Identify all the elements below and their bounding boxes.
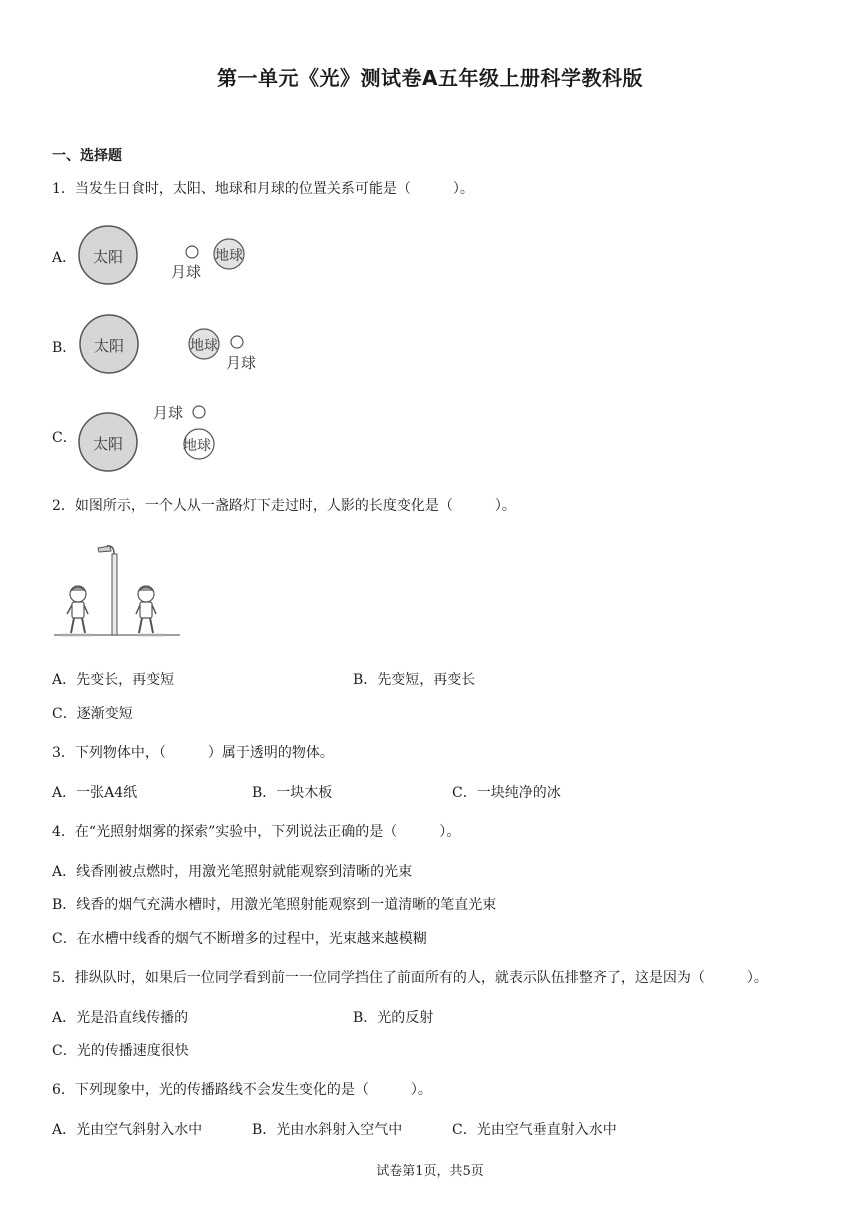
q3-option-b: B．一块木板 xyxy=(252,785,333,801)
page-footer: 试卷第1页，共5页 xyxy=(376,1164,484,1179)
earth-label: 地球 xyxy=(190,338,218,354)
q6-option-a: A．光由空气斜射入水中 xyxy=(52,1122,203,1138)
question-3-stem: 3．下列物体中，（ ）属于透明的物体。 xyxy=(52,745,334,761)
moon-circle xyxy=(186,246,198,258)
earth-label: 地球 xyxy=(215,248,243,264)
q5-option-a: A．光是沿直线传播的 xyxy=(52,1010,189,1026)
q4-option-a: A．线香刚被点燃时，用激光笔照射就能观察到清晰的光束 xyxy=(52,864,413,880)
q1-option-a-label: A． xyxy=(52,250,77,266)
q1-option-a-figure xyxy=(78,222,278,286)
q2-option-b: B．先变短，再变长 xyxy=(353,672,476,688)
sun-label: 太阳 xyxy=(92,248,124,266)
q4-option-c: C．在水槽中线香的烟气不断增多的过程中，光束越来越模糊 xyxy=(52,931,427,947)
q1-option-c-label: C． xyxy=(52,430,77,446)
q3-option-c: C．一块纯净的冰 xyxy=(452,785,561,801)
q1-option-c-figure xyxy=(78,398,278,474)
q2-option-a: A．先变长，再变短 xyxy=(52,672,175,688)
q6-option-c: C．光由空气垂直射入水中 xyxy=(452,1122,617,1138)
earth-label: 地球 xyxy=(183,438,211,454)
question-4-stem: 4．在“光照射烟雾的探索”实验中，下列说法正确的是（ ）。 xyxy=(52,824,461,840)
question-6-stem: 6．下列现象中，光的传播路线不会发生变化的是（ ）。 xyxy=(52,1082,432,1098)
q1-option-b-label: B． xyxy=(52,340,77,356)
q1-option-b-figure xyxy=(78,312,278,378)
moon-label: 月球 xyxy=(226,354,257,372)
moon-label: 月球 xyxy=(153,404,184,422)
moon-circle xyxy=(193,406,205,418)
person-right-icon xyxy=(136,586,164,635)
section-heading: 一、选择题 xyxy=(52,148,122,164)
q4-option-b: B．线香的烟气充满水槽时，用激光笔照射能观察到一道清晰的笔直光束 xyxy=(52,897,497,913)
moon-label: 月球 xyxy=(171,263,202,281)
moon-circle xyxy=(231,336,243,348)
q2-option-c: C．逐渐变短 xyxy=(52,706,133,722)
q5-option-b: B．光的反射 xyxy=(353,1010,434,1026)
q5-option-c: C．光的传播速度很快 xyxy=(52,1043,189,1059)
sun-label: 太阳 xyxy=(93,337,125,355)
question-2-stem: 2．如图所示，一个人从一盏路灯下走过时，人影的长度变化是（ ）。 xyxy=(52,498,516,514)
question-5-stem: 5．排纵队时，如果后一位同学看到前一一位同学挡住了前面所有的人，就表示队伍排整齐了，这是因为（ ）。 xyxy=(52,970,768,986)
sun-label: 太阳 xyxy=(92,435,124,453)
page-title: 第一单元《光》测试卷A五年级上册科学教科版 xyxy=(217,66,643,90)
q6-option-b: B．光由水斜射入空气中 xyxy=(252,1122,403,1138)
q3-option-a: A．一张A4纸 xyxy=(52,785,138,801)
question-1-stem: 1．当发生日食时，太阳、地球和月球的位置关系可能是（ ）。 xyxy=(52,181,474,197)
lamp-post xyxy=(112,554,117,635)
lamp-head xyxy=(98,546,111,552)
person-left-icon xyxy=(62,586,92,635)
streetlamp-figure xyxy=(52,540,182,640)
